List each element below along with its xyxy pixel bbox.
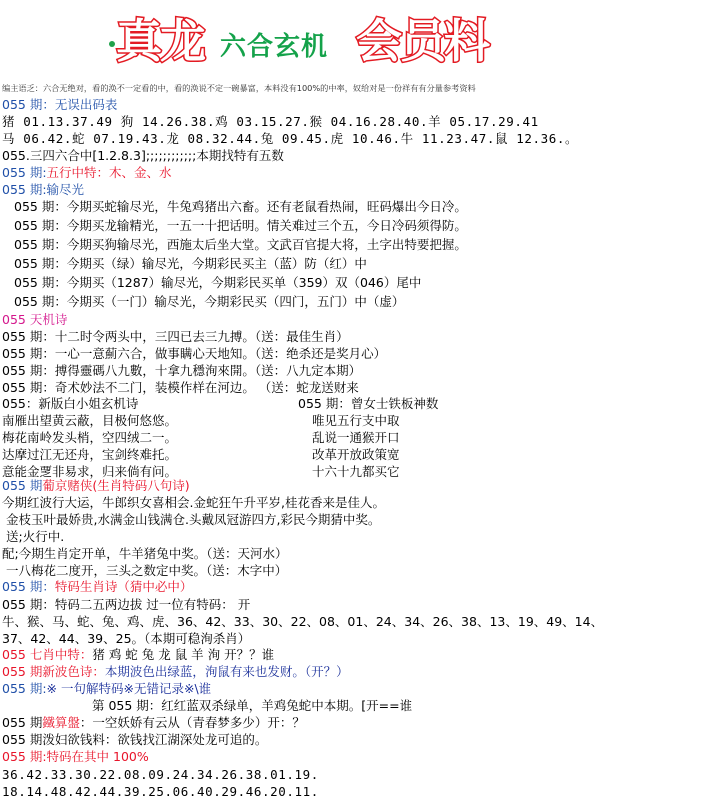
disclaimer: 编主语乏：六合无绝对，看的涣不一定看的中，看的涣说不定一碗暴富，本料没有100%的中率，奴给对是一份祥有有分量参考资料 [2, 83, 476, 93]
banner-big1: 真龙 [116, 14, 204, 68]
banner-big2: 会员料 [356, 14, 488, 68]
one-sentence-detail: 第 055 期：红红蓝双杀绿单，羊鸡兔蛇中本期。[开==谁 [92, 698, 413, 713]
line-zodiac-row-1: 猪 01.13.37.49 狗 14.26.38.鸡 03.15.27.猴 04.16.28.40.羊 05.17.29.41 [2, 114, 539, 129]
lose-line-4: 055 期：今期买（绿）输尽光，今期彩民买主（蓝）防（红）中 [14, 256, 367, 271]
tianji-line-2: 055 期：一心一意薊六合，做事瞒心天地知。（送：绝杀还是奖月心） [2, 346, 387, 361]
poem-right-title: 055 期：曾女士铁板神数 [298, 396, 439, 411]
poem-right-1: 唯见五行支中取 [312, 413, 400, 428]
poem-right-3: 改革开放政策宽 [312, 447, 400, 462]
pujing-line-5: 一八梅花二度开，三头之数定中奖。（送：木字中） [6, 563, 288, 578]
shrew-line: 055 期泼妇欲钱料：欲钱找江湖深处龙可追的。 [2, 732, 268, 747]
banner-graphic [0, 0, 720, 78]
tema-line-3: 37、42、44、39、25。（本期可稳洵杀肖） [2, 631, 251, 646]
tema-line-2: 牛、猴、马、蛇、兔、鸡、虎、36、42、33、30、22、08、01、24、34、26、38、13、19、49、14、 [2, 614, 604, 629]
tianji-line-1: 055 期：十二时令两头中，三四已去三九搏。（送：最佳生肖） [2, 329, 349, 344]
line-zodiac-row-2: 马 06.42.蛇 07.19.43.龙 08.32.44.兔 09.45.虎 10.46.牛 11.23.47.鼠 12.36.。 [2, 131, 579, 146]
lose-line-6: 055 期：今期买（一门）输尽光，今期彩民买（四门，五门）中（虚） [14, 294, 405, 309]
tema-title: 特码生肖诗（猜中必中） [54, 579, 193, 594]
special-code-heading: 055 期:特码在其中 100% [2, 749, 149, 764]
poem-left-4: 意能金覂非易求，归来倘有问。 [2, 464, 178, 479]
numbers-row-1: 36.42.33.30.22.08.09.24.34.26.38.01.19. [2, 767, 319, 782]
heading-tema [2, 578, 192, 595]
abacus-label: 鐵算盤 [42, 715, 80, 730]
tianji-line-3: 055 期：搏得靈碼八九數，十拿九穩洵來開。（送：八九定本期） [2, 363, 362, 378]
one-sentence-title: ※ 一句解特码※无错记录※\谁 [46, 681, 212, 696]
one-sentence-line [2, 680, 211, 697]
line-lose-all: 055 期:输尽光 [2, 182, 85, 197]
tema-prefix: 055 期： [2, 579, 55, 594]
pujing-prefix: 055 期 [2, 478, 43, 493]
seven-zodiac-prefix: 055 七肖中特： [2, 647, 93, 662]
line-three-four: 055.三四六合中[1.2.8.3];;;;;;;;;;;;本期找特有五数 [2, 148, 284, 163]
pujing-line-3: 送;火行中. [6, 529, 65, 544]
wave-color-text: 本期波色出绿蓝，洵鼠有来也发财。（开？） [104, 664, 349, 679]
five-elements-text: 五行中特：木、金、水 [46, 165, 172, 180]
poem-left-2: 梅花南岭发头梢，空四绒二一。 [2, 430, 178, 445]
seven-zodiac-text: 猪 鸡 蛇 兔 龙 鼠 羊 洵 开？？谁 [92, 647, 275, 662]
wave-color-prefix: 055 期新波色诗： [2, 664, 105, 679]
abacus-line [2, 714, 305, 731]
abacus-prefix: 055 期 [2, 715, 43, 730]
tianji-line-4: 055 期：奇术妙法不二门，装模作样在河边。 （送：蛇龙送财来 [2, 380, 359, 395]
tema-line-1: 055 期：特码二五两边拔 过一位有特码： 开 [2, 597, 251, 612]
poem-left-1: 南雁出望黄云蔽，目极何悠悠。 [2, 413, 178, 428]
one-sentence-prefix: 055 期: [2, 681, 47, 696]
pujing-line-4: 配;今期生肖定开单，牛羊猪兔中奖。（送：天河水） [2, 546, 288, 561]
pujing-line-2: 金枝玉叶最娇贵,水满金山钱满仓.头戴凤冠游四方,彩民今期猜中奖。 [6, 512, 381, 527]
pujing-line-1: 今期红波行大运，牛郎织女喜相会.金蛇狂午升平岁,桂花香来是佳人。 [2, 495, 385, 510]
heading-pujing [2, 477, 190, 494]
line-no-error-table: 055 期：无误出码表 [2, 97, 118, 112]
poem-left-3: 达摩过江无还舟，宝剑终难托。 [2, 447, 178, 462]
five-elements-prefix: 055 期: [2, 165, 47, 180]
banner [0, 0, 720, 78]
lose-line-2: 055 期：今期买龙输精光，一五一十把话明。情关难过三个五，今日冷码须得防。 [14, 218, 467, 233]
seven-zodiac-line [2, 646, 274, 663]
pujing-title: 葡京赌侠(生肖特码八句诗) [42, 478, 190, 493]
lose-line-3: 055 期：今期买狗输尽光，西施太后坐大堂。文武百官提大将，土字出特要把握。 [14, 237, 467, 252]
heading-tianji: 055 天机诗 [2, 312, 68, 327]
numbers-row-2: 18.14.48.42.44.39.25.06.40.29.46.20.11. [2, 784, 319, 799]
poem-left-title: 055：新版白小姐玄机诗 [2, 396, 139, 411]
lose-line-1: 055 期：今期买蛇输尽光，牛兔鸡猪出六畜。还有老鼠看热闹，旺码爆出今日冷。 [14, 199, 467, 214]
line-five-elements [2, 164, 172, 181]
poem-right-2: 乱说一通猴开口 [312, 430, 400, 445]
abacus-text: ：一空妖娇有云从（青春梦多少）开：？ [79, 715, 305, 730]
lose-line-5: 055 期：今期买（1287）输尽光，今期彩民买单（359）双（046）尾中 [14, 275, 422, 290]
banner-small: 六合玄机 [220, 32, 329, 62]
poem-right-4: 十六十九都买它 [312, 464, 400, 479]
wave-color-line [2, 663, 349, 680]
